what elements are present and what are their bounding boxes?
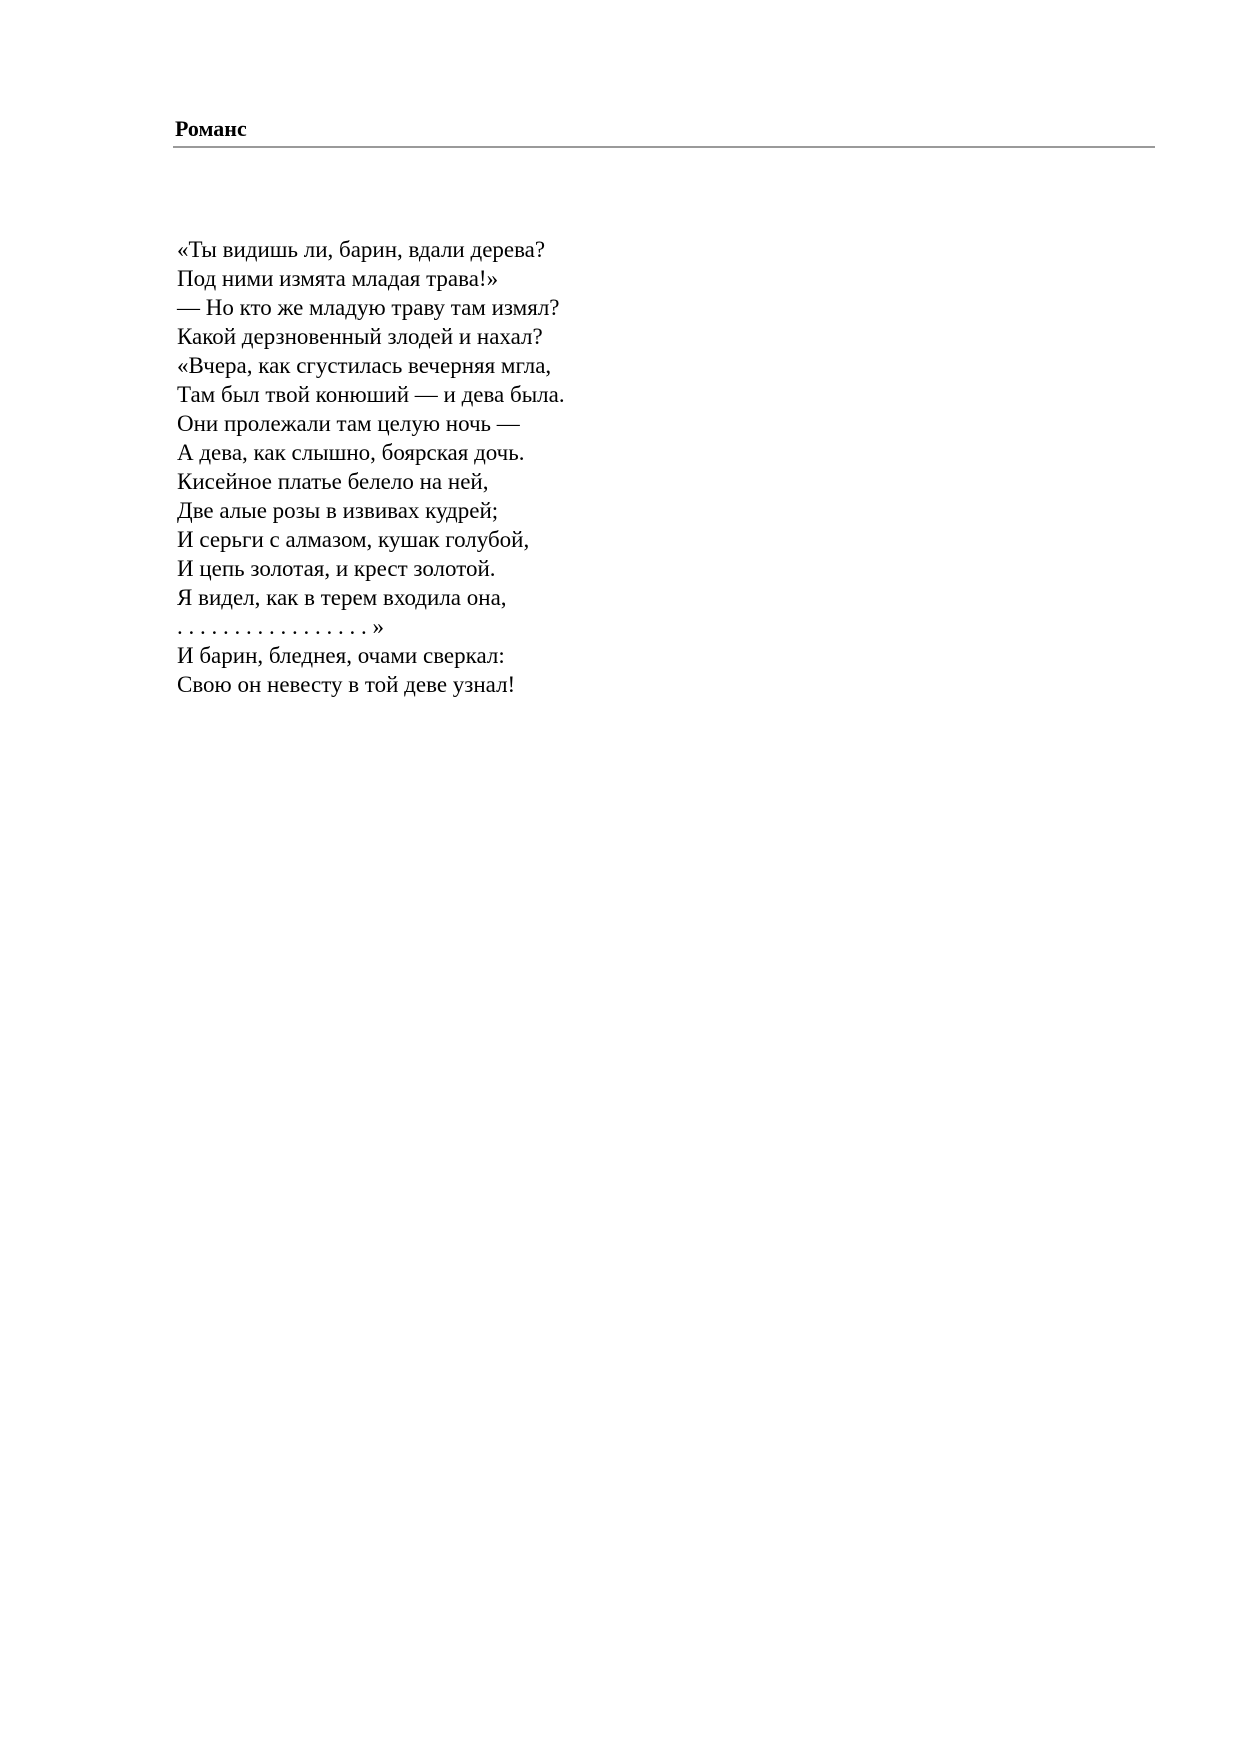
poem-line: Они пролежали там целую ночь — bbox=[177, 411, 520, 436]
poem-line: «Вчера, как сгустилась вечерняя мгла, bbox=[177, 353, 552, 378]
poem-line: И цепь золотая, и крест золотой. bbox=[177, 556, 496, 581]
page-title: Романс bbox=[175, 116, 247, 141]
poem-line: А дева, как слышно, боярская дочь. bbox=[177, 440, 525, 465]
poem-line-ellipsis: . . . . . . . . . . . . . . . . . » bbox=[177, 614, 384, 639]
poem-line: И серьги с алмазом, кушак голубой, bbox=[177, 527, 530, 552]
header-divider bbox=[173, 146, 1155, 148]
poem-line: Какой дерзновенный злодей и нахал? bbox=[177, 324, 543, 349]
poem-line: Там был твой конюший — и дева была. bbox=[177, 382, 565, 407]
poem-line: Две алые розы в извивах кудрей; bbox=[177, 498, 499, 523]
page-header bbox=[175, 116, 1157, 142]
poem-line: Я видел, как в терем входила она, bbox=[177, 585, 507, 610]
poem-line: Свою он невесту в той деве узнал! bbox=[177, 672, 516, 697]
poem-text bbox=[177, 235, 565, 699]
poem-line: «Ты видишь ли, барин, вдали дерева? bbox=[177, 237, 546, 262]
poem-line: Под ними измята младая трава!» bbox=[177, 266, 499, 291]
poem-line: — Но кто же младую траву там измял? bbox=[177, 295, 560, 320]
poem-line: И барин, бледнея, очами сверкал: bbox=[177, 643, 505, 668]
poem-line: Кисейное платье белело на ней, bbox=[177, 469, 489, 494]
